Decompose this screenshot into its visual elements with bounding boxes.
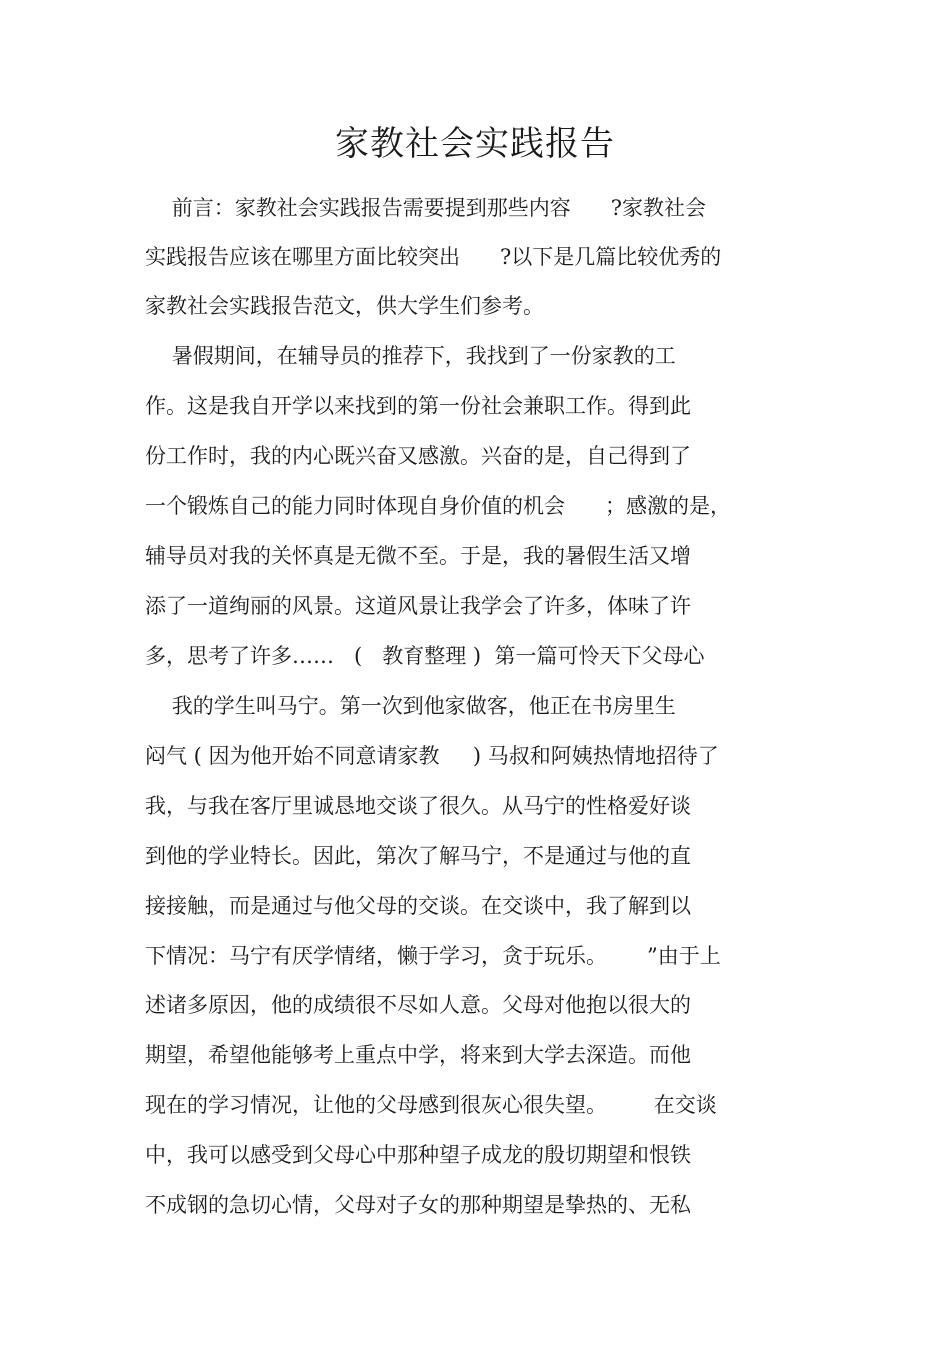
text-line: 作。这是我自开学以来找到的第一份社会兼职工作。得到此 <box>145 394 691 418</box>
text-line: 接接触，而是通过与他父母的交谈。在交谈中，我了解到以 <box>145 894 691 918</box>
text-line: 到他的学业特长。因此，第次了解马宁，不是通过与他的直 <box>145 844 691 868</box>
text-line: 多，思考了许多…… ( 教育整理 ) 第一篇可怜天下父母心 <box>145 644 705 668</box>
text-line: 闷气 ( 因为他开始不同意请家教 ) 马叔和阿姨热情地招待了 <box>145 744 719 768</box>
text-line: 中，我可以感受到父母心中那种望子成龙的殷切期望和恨铁 <box>145 1143 691 1167</box>
text-line: 份工作时，我的内心既兴奋又感激。兴奋的是，自己得到了 <box>145 444 691 468</box>
text-line: 暑假期间，在辅导员的推荐下，我找到了一份家教的工 <box>145 344 676 368</box>
text-line: 一个锻炼自己的能力同时体现自身价值的机会 ；感激的是， <box>145 494 732 518</box>
text-line: 不成钢的急切心情，父母对子女的那种期望是挚热的、无私 <box>145 1193 691 1217</box>
text-line: 实践报告应该在哪里方面比较突出 ?以下是几篇比较优秀的 <box>145 245 722 269</box>
text-line: 期望，希望他能够考上重点中学，将来到大学去深造。而他 <box>145 1043 691 1067</box>
text-line: 述诸多原因，他的成绩很不尽如人意。父母对他抱以很大的 <box>145 993 691 1017</box>
text-line: 家教社会实践报告范文，供大学生们参考。 <box>145 294 544 318</box>
text-line: 我的学生叫马宁。第一次到他家做客，他正在书房里生 <box>145 694 676 718</box>
text-line: 添了一道绚丽的风景。这道风景让我学会了许多，体味了许 <box>145 594 691 618</box>
document-title: 家教社会实践报告 <box>335 124 615 164</box>
text-line: 现在的学习情况，让他的父母感到很灰心很失望。 在交谈 <box>145 1093 717 1117</box>
text-line: 前言：家教社会实践报告需要提到那些内容 ?家教社会 <box>145 196 707 220</box>
text-line: 下情况：马宁有厌学情绪，懒于学习，贪于玩乐。 ”由于上 <box>145 944 721 968</box>
text-line: 我，与我在客厅里诚恳地交谈了很久。从马宁的性格爱好谈 <box>145 794 691 818</box>
text-line: 辅导员对我的关怀真是无微不至。于是，我的暑假生活又增 <box>145 544 691 568</box>
